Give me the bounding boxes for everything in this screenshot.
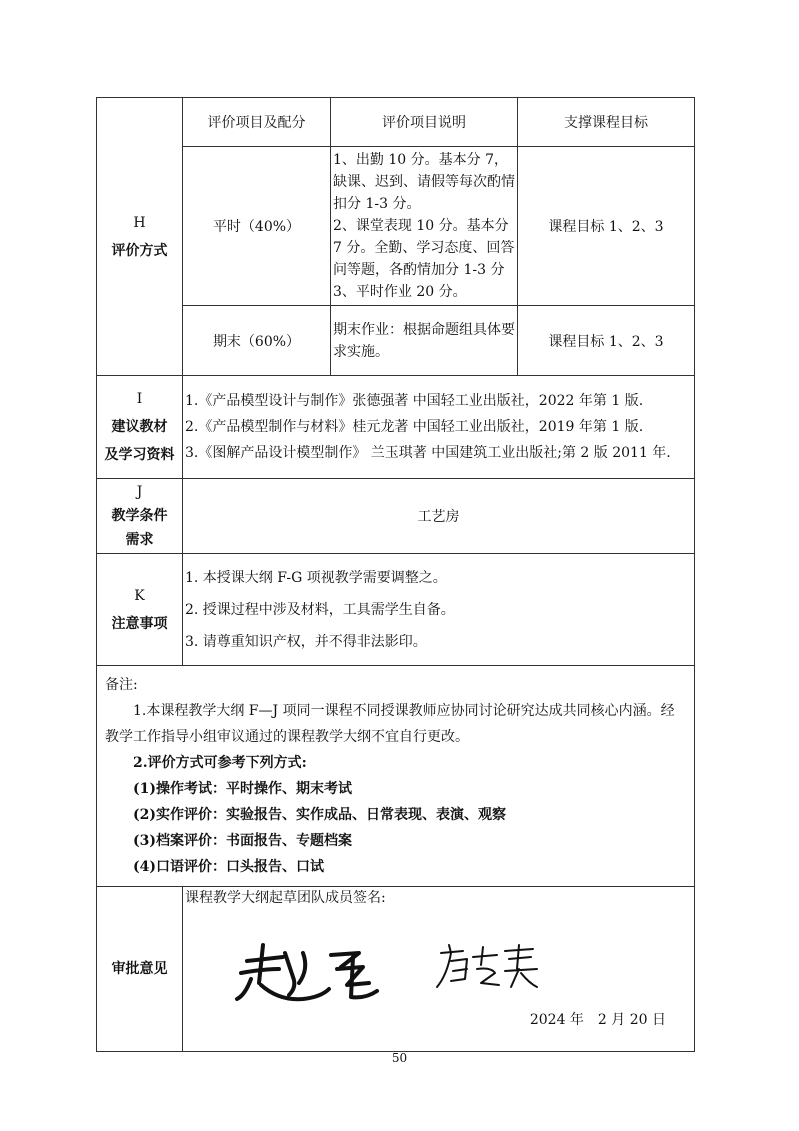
eval-description-final — [331, 306, 518, 376]
notes-row — [97, 554, 695, 666]
remarks-row — [97, 666, 695, 887]
header-item: 评价项目及配分 — [183, 98, 331, 147]
section-i-title-line1: 建议教材 — [111, 419, 168, 435]
signature-image-1 — [233, 939, 393, 1009]
material-item: 2.《产品模型制作与材料》桂元龙著 中国轻工业出版社，2019 年第 1 版. — [185, 419, 644, 435]
section-j-title-line1: 教学条件 — [111, 508, 168, 524]
material-item: 3.《图解产品设计模型制作》 兰玉琪著 中国建筑工业出版社;第 2 版 2011 年. — [185, 445, 671, 461]
remarks-method: (2)实作评价：实验报告、实作成品、日常表现、表演、观察 — [133, 807, 506, 823]
remarks-method: (4)口语评价：口头报告、口试 — [133, 859, 324, 875]
materials-list — [183, 376, 695, 479]
eval-target-final: 课程目标 1、2、3 — [518, 306, 695, 376]
section-i-letter: I — [136, 391, 143, 407]
eval-description-line: 1、出勤 10 分。基本分 7，缺课、迟到、请假等每次酌情扣分 1-3 分。 — [333, 152, 515, 212]
eval-item-regular: 平时（40%） — [183, 147, 331, 306]
remarks-cell — [97, 666, 695, 887]
signature-image-2 — [433, 939, 543, 999]
evaluation-row-regular — [97, 147, 695, 306]
evaluation-row-final — [97, 306, 695, 376]
approval-row — [97, 887, 695, 1052]
section-i-label — [97, 376, 183, 479]
section-h-letter: H — [133, 214, 146, 231]
header-description: 评价项目说明 — [331, 98, 518, 147]
remarks-method: (3)档案评价：书面报告、专题档案 — [133, 833, 352, 849]
note-item: 3. 请尊重知识产权，并不得非法影印。 — [185, 633, 427, 650]
remarks-paragraph-1: 1.本课程教学大纲 F—J 项同一课程不同授课教师应协同讨论研究达成共同核心内涵。经教学工作指导小组审议通过的课程教学大纲不宜自行更改。 — [105, 703, 675, 745]
eval-target-regular: 课程目标 1、2、3 — [518, 147, 695, 306]
approval-label: 审批意见 — [97, 887, 183, 1052]
eval-description-regular — [331, 147, 518, 306]
section-h-label — [97, 98, 183, 376]
eval-item-final: 期末（60%） — [183, 306, 331, 376]
header-target: 支撑课程目标 — [518, 98, 695, 147]
syllabus-table — [96, 97, 695, 1052]
eval-description-line: 期末作业：根据命题组具体要求实施。 — [333, 321, 515, 360]
section-i-title-line2: 及学习资料 — [104, 447, 175, 463]
note-item: 2. 授课过程中涉及材料，工具需学生自备。 — [185, 601, 455, 618]
remarks-paragraph-2: 2.评价方式可参考下列方式: — [133, 755, 307, 771]
section-j-letter: J — [136, 484, 143, 500]
section-j-label — [97, 479, 183, 554]
evaluation-header-row — [97, 98, 695, 147]
signature-label: 课程教学大纲起草团队成员签名: — [185, 890, 386, 906]
material-item: 1.《产品模型设计与制作》张德强著 中国轻工业出版社，2022 年第 1 版. — [185, 393, 644, 409]
eval-description-line: 3、平时作业 20 分。 — [333, 284, 467, 300]
approval-date: 2024 年 2 月 20 日 — [529, 1012, 666, 1028]
conditions-value: 工艺房 — [183, 479, 695, 554]
conditions-row — [97, 479, 695, 554]
section-k-label — [97, 554, 183, 666]
section-k-letter: K — [134, 587, 145, 604]
note-item: 1. 本授课大纲 F-G 项视教学需要调整之。 — [185, 569, 447, 586]
remarks-method: (1)操作考试：平时操作、期末考试 — [133, 781, 352, 797]
section-j-title-line2: 需求 — [125, 532, 154, 548]
page-number: 50 — [391, 1051, 408, 1065]
materials-row — [97, 376, 695, 479]
section-h-title: 评价方式 — [111, 242, 168, 259]
remarks-label: 备注: — [105, 677, 138, 693]
eval-description-line: 2、课堂表现 10 分。基本分 7 分。全勤、学习态度、回答问等题，各酌情加分 1-3 分 — [333, 218, 515, 278]
section-k-title: 注意事项 — [111, 615, 168, 632]
notes-list — [183, 554, 695, 666]
signature-box — [183, 887, 695, 1052]
